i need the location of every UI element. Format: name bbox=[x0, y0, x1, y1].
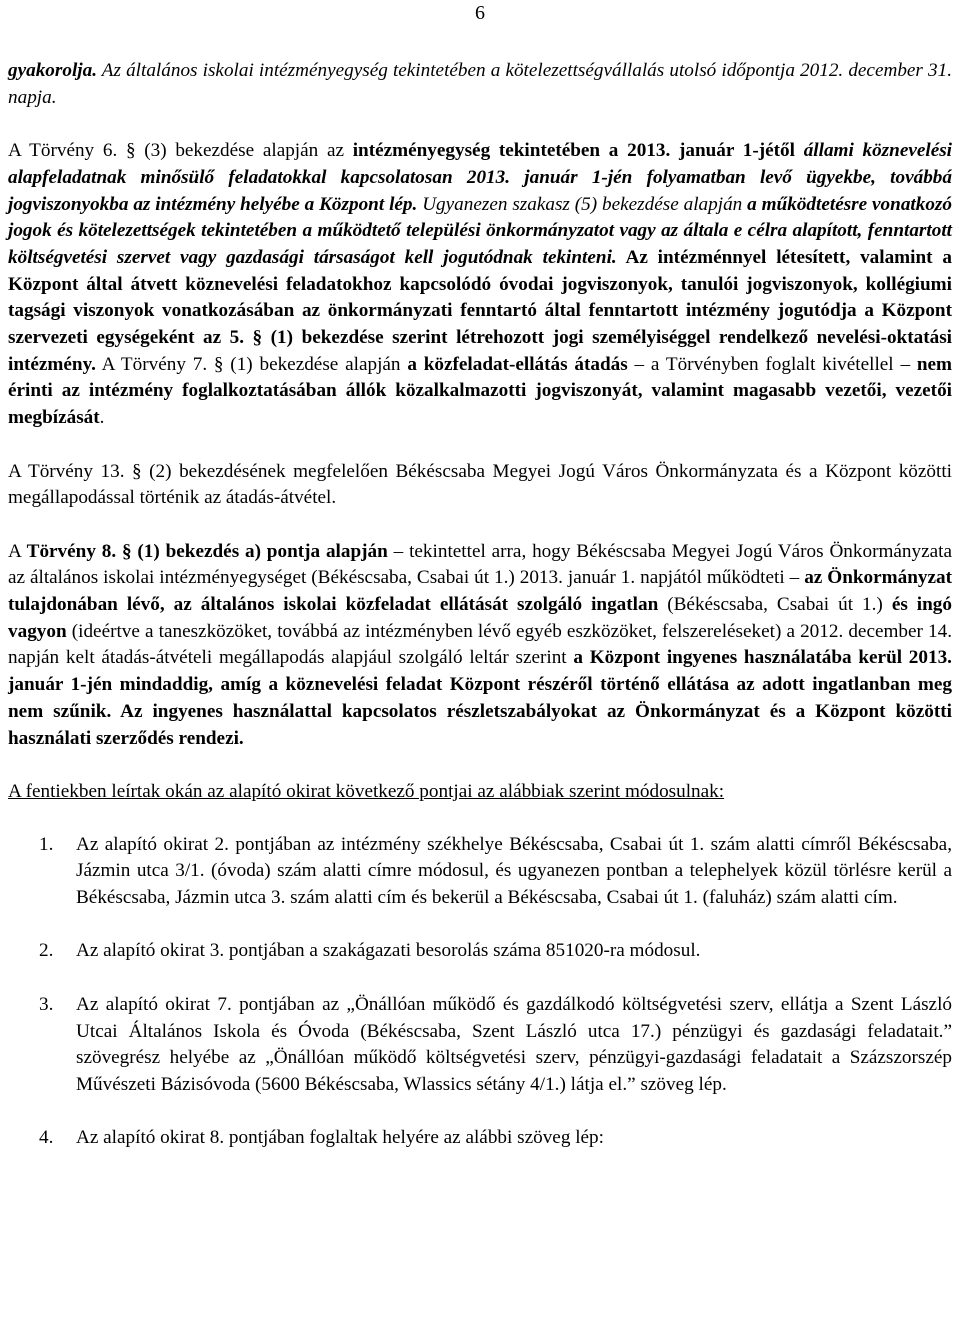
text-run: – a Törvényben foglalt kivétellel – bbox=[627, 353, 917, 375]
text-run: (Békéscsaba, Csabai út 1.) bbox=[658, 594, 892, 616]
amendment-heading-text: A fentiekben leírtak okán az alapító okirat következő pontjai az alábbiak szerint módosulnak: bbox=[8, 780, 725, 802]
list-item-text: Az alapító okirat 2. pontjában az intézmény székhelye Békéscsaba, Csabai út 1. szám alatti címről Békéscsaba, Jázmin utca 3/1. (óvoda) szám alatti címre módosul, és ugyanezen pontban a telephelyek közül törlésre kerül a Békéscsaba, Jázmin utca 3. szám alatti cím és bekerül a Békéscsaba, Csabai út 1. (faluház) szám alatti cím. bbox=[76, 833, 952, 909]
text-run bbox=[795, 140, 804, 161]
text-run: nem érinti az intézmény foglalkoztatásában állók közalkalmazotti jogviszonyát, valamint magasabb vezetői, vezetői megbízását bbox=[8, 353, 953, 429]
text-run: – tekintettel arra, hogy Békéscsaba Megyei Jogú Város Önkormányzata az általános iskolai intézményegységet (Békéscsaba, Csabai út 1.) 2013. január 1. napjától működteti – bbox=[8, 540, 952, 589]
text-run: A Törvény 6. § (3) bekezdése alapján az bbox=[8, 140, 353, 162]
text-run: A Törvény 13. § (2) bekezdésének megfelelően Békéscsaba Megyei Jogú Város Önkormányzata és a Központ közötti megállapodással történik az átadás-átvétel. bbox=[8, 460, 952, 509]
list-item bbox=[8, 832, 952, 912]
text-run: és ingó vagyon bbox=[8, 594, 952, 642]
text-run: az Önkormányzat tulajdonában lévő, az általános iskolai közfeladat ellátását szolgáló ingatlan bbox=[8, 567, 952, 616]
paragraph-continuation bbox=[8, 58, 952, 111]
list-item bbox=[8, 992, 952, 1099]
text-run: a Központ ingyenes használatába kerül 2013. január 1-jén mindaddig, amíg a köznevelési feladat Központ részéről történő ellátása az adott ingatlanban meg nem szűnik. Az ingyenes használattal kapcsolatos részletszabályokat az Önkormányzat és a Központ közötti használati szerződés rendezi. bbox=[8, 647, 952, 749]
text-run: Törvény 8. § (1) bekezdés a) pontja alapján bbox=[26, 540, 388, 562]
paragraph-law-section-6 bbox=[8, 138, 952, 432]
paragraph-law-section-13 bbox=[8, 459, 952, 512]
text-run: állami köznevelési alapfeladatnak minősülő feladatokkal kapcsolatosan 2013. január 1-jén folyamatban levő ügyekbe, továbbá jogviszonyokba az intézmény helyébe a Központ lép. bbox=[8, 140, 953, 215]
text-run: gyakorolja. bbox=[8, 60, 98, 81]
text-run: . bbox=[99, 407, 105, 429]
text-run: a közfeladat-ellátás átadás bbox=[407, 353, 628, 375]
list-item-text: Az alapító okirat 3. pontjában a szakágazati besorolás száma 851020-ra módosul. bbox=[76, 940, 701, 962]
text-run: Az intézménnyel létesített, valamint a Központ által átvett köznevelési feladatokhoz kapcsolódó óvodai jogviszonyok, tanulói jogviszonyok, kollégiumi tagsági viszonyok vonatkozásában az önkormányzati fenntartó által fenntartott intézmény jogutódja a Központ szervezeti egységeként az 5. § (1) bekezdése szerint létrehozott jogi személyiséggel rendelkező nevelési-oktatási intézmény. bbox=[8, 246, 952, 375]
list-item-number: 4. bbox=[39, 1127, 54, 1149]
amendment-list bbox=[8, 832, 952, 1152]
list-item-number: 1. bbox=[39, 833, 54, 855]
text-run: Az általános iskolai intézményegység tekintetében a kötelezettségvállalás utolsó időpontja 2012. december 31. napja. bbox=[8, 60, 952, 108]
text-run: (ideértve a taneszközöket, továbbá az intézményben lévő egyéb eszközöket, felszereléseket) a 2012. december 14. napján kelt átadás-átvételi megállapodás alapjául szolgáló leltár szerint bbox=[8, 620, 952, 669]
list-item bbox=[8, 1125, 952, 1152]
page-number: 6 bbox=[475, 2, 485, 24]
document-body bbox=[8, 58, 952, 1179]
text-run: Ugyanezen szakasz (5) bekezdése alapján bbox=[417, 193, 748, 215]
list-item-text: Az alapító okirat 7. pontjában az „Önállóan működő és gazdálkodó költségvetési szerv, ellátja a Szent László Utcai Általános Iskola és Óvoda (Békéscsaba, Szent László utca 17.) pénzügyi és gazdasági feladatait.” szövegrész helyébe az „Önállóan működő költségvetési szerv, pénzügyi-gazdasági feladatait a Százszorszép Művészeti Bázisóvoda (5600 Békéscsaba, Wlassics sétány 4/1.) látja el.” szöveg lép. bbox=[76, 993, 952, 1095]
text-run: A bbox=[8, 540, 27, 562]
paragraph-law-section-8 bbox=[8, 539, 952, 753]
list-item-text: Az alapító okirat 8. pontjában foglaltak helyére az alábbi szöveg lép: bbox=[76, 1127, 604, 1149]
list-item-number: 3. bbox=[39, 993, 54, 1015]
amendment-heading bbox=[8, 779, 952, 806]
text-run: a működtetésre vonatkozó jogok és kötelezettségek tekintetében a működtető települési önkormányzatot vagy az általa e célra alapított, fenntartott költségvetési szervet vagy gazdasági társaságot kell jogutódnak tekinteni. bbox=[8, 193, 952, 268]
text-run: intézményegység tekintetében a 2013. január 1-jétől bbox=[352, 140, 795, 162]
list-item bbox=[8, 938, 952, 965]
text-run: A Törvény 7. § (1) bekezdése alapján bbox=[95, 353, 408, 375]
list-item-number: 2. bbox=[39, 940, 54, 962]
